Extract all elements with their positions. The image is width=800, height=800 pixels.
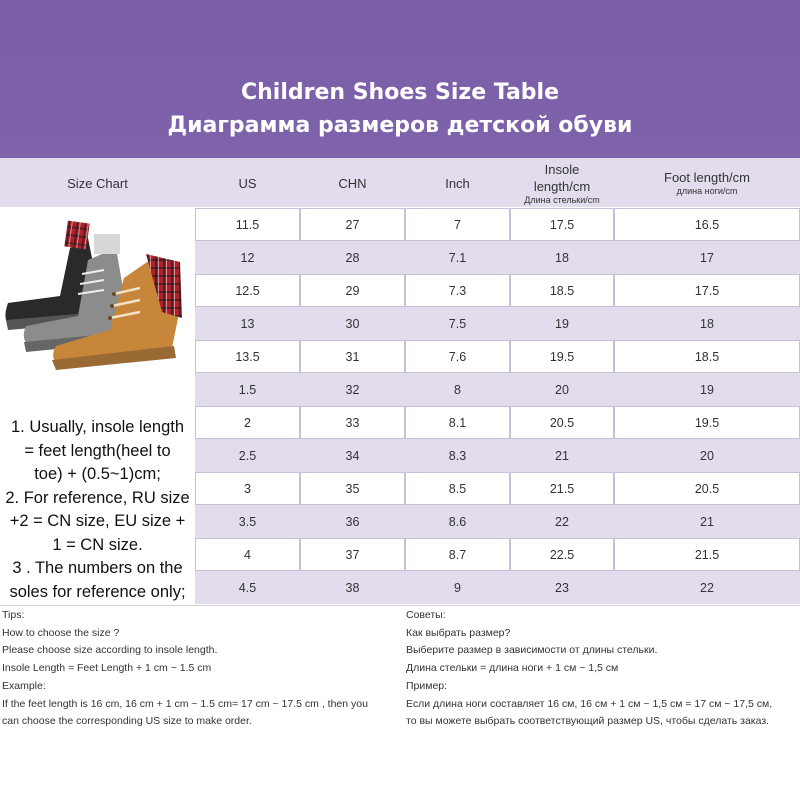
cell-insole: 19.5 [510,340,614,373]
header-size-chart-label: Size Chart [67,175,128,191]
note-line-2: = feet length(heel to [24,441,171,460]
note-line-3: toe) + (0.5~1)cm; [34,465,161,483]
cell-inch: 8.3 [405,439,510,472]
cell-us: 1.5 [195,373,300,406]
tips-ru-line-4: Длина стельки = длина ноги + 1 см ~ 1,5 см [406,662,619,675]
cell-us: 13.5 [195,340,300,373]
note-line-4: 2. For reference, RU size [5,488,190,507]
tips-ru-line-5: Пример: [406,679,448,692]
cell-chn: 37 [300,538,405,571]
cell-inch: 8.1 [405,406,510,439]
cell-chn: 30 [300,307,405,340]
cell-us: 3.5 [195,505,300,538]
cell-us: 3 [195,472,300,505]
table-row [195,340,800,373]
table-row [195,472,800,505]
tips-en-line-4: Insole Length = Feet Length + 1 cm ~ 1.5 cm [2,662,212,675]
header-insole-length-label: length/cm [533,178,591,194]
tips-en-line-5: Example: [2,679,46,692]
cell-chn: 33 [300,406,405,439]
cell-inch: 7.3 [405,274,510,307]
cell-chn: 34 [300,439,405,472]
header-foot-length [614,158,800,208]
table-row [195,406,800,439]
cell-us: 13 [195,307,300,340]
cell-us: 4 [195,538,300,571]
title-english: Children Shoes Size Table [240,80,560,105]
cell-chn: 32 [300,373,405,406]
tips-section [0,605,800,750]
note-line-1: 1. Usually, insole length [10,418,185,436]
tips-en-line-6: If the feet length is 16 cm, 16 cm + 1 cm ~ 1.5 cm= 17 cm ~ 17.5 cm , then you [2,697,368,710]
header-foot-length-label: Foot length/cm [664,170,750,185]
cell-inch: 8.6 [405,505,510,538]
table-row [195,439,800,472]
tips-en-line-3: Please choose size according to insole length. [2,644,218,657]
note-line-5: +2 = CN size, EU size + [9,512,186,530]
sizing-notes [0,416,195,604]
cell-insole: 19 [510,307,614,340]
table-row [195,241,800,274]
cell-insole: 22 [510,505,614,538]
note-line-8: soles for reference only; [9,582,186,601]
table-row [195,571,800,604]
header-foot-ru-label: длина ноги/cm [676,186,738,196]
cell-insole: 22.5 [510,538,614,571]
table-row [195,274,800,307]
tips-ru-line-7: то вы можете выбрать соответствующий размер US, чтобы сделать заказ. [406,715,770,728]
table-row [195,505,800,538]
tips-en-line-7: can choose the corresponding US size to make order. [2,715,252,728]
cell-foot: 17.5 [614,274,800,307]
cell-inch: 7.6 [405,340,510,373]
cell-us: 2 [195,406,300,439]
header-chn [300,158,405,208]
tips-divider [0,605,800,606]
header-insole-label: Insole [544,161,580,177]
table-header [0,158,800,208]
cell-foot: 21 [614,505,800,538]
cell-inch: 8.7 [405,538,510,571]
tips-russian [406,607,800,731]
left-panel [0,208,195,605]
cell-chn: 36 [300,505,405,538]
cell-chn: 38 [300,571,405,604]
table-row [195,538,800,571]
boots-product-image [0,208,195,370]
cell-inch: 7.5 [405,307,510,340]
cell-chn: 27 [300,208,405,241]
cell-us: 4.5 [195,571,300,604]
header-insole [510,158,614,208]
cell-chn: 31 [300,340,405,373]
cell-insole: 20.5 [510,406,614,439]
cell-inch: 9 [405,571,510,604]
note-line-7: 3 . The numbers on the [12,559,183,577]
cell-foot: 21.5 [614,538,800,571]
cell-foot: 19.5 [614,406,800,439]
note-line-6: 1 = CN size. [52,535,143,554]
cell-chn: 29 [300,274,405,307]
cell-foot: 16.5 [614,208,800,241]
cell-insole: 18 [510,241,614,274]
cell-insole: 20 [510,373,614,406]
header-inch-label: Inch [445,175,470,191]
cell-foot: 18.5 [614,340,800,373]
title-banner [0,0,800,158]
table-row [195,307,800,340]
cell-us: 2.5 [195,439,300,472]
cell-inch: 8.5 [405,472,510,505]
table-row [195,208,800,241]
cell-us: 12.5 [195,274,300,307]
cell-chn: 28 [300,241,405,274]
cell-us: 11.5 [195,208,300,241]
header-insole-ru-label: Длина стельки/cm [524,194,600,205]
tips-ru-line-6: Если длина ноги составляет 16 см, 16 см + 1 см ~ 1,5 см = 17 см ~ 17,5 см, [406,697,773,710]
cell-foot: 20.5 [614,472,800,505]
table-row [195,373,800,406]
tips-en-line-1: Tips: [2,609,25,621]
cell-foot: 20 [614,439,800,472]
cell-foot: 17 [614,241,800,274]
header-us-label: US [238,175,257,191]
cell-chn: 35 [300,472,405,505]
header-chn-label: CHN [338,175,367,191]
title-russian: Диаграмма размеров детской обуви [167,113,633,138]
cell-foot: 18 [614,307,800,340]
cell-inch: 7.1 [405,241,510,274]
cell-insole: 21 [510,439,614,472]
header-size-chart [0,158,195,208]
tips-en-line-2: How to choose the size ? [2,626,120,639]
cell-foot: 22 [614,571,800,604]
tips-ru-line-3: Выберите размер в зависимости от длины стельки. [406,644,658,657]
cell-foot: 19 [614,373,800,406]
cell-insole: 23 [510,571,614,604]
tips-english [2,607,402,731]
tips-ru-line-1: Советы: [406,609,446,621]
tips-ru-line-2: Как выбрать размер? [406,626,511,639]
cell-insole: 17.5 [510,208,614,241]
header-inch [405,158,510,208]
header-us [195,158,300,208]
cell-insole: 18.5 [510,274,614,307]
cell-inch: 7 [405,208,510,241]
cell-inch: 8 [405,373,510,406]
cell-insole: 21.5 [510,472,614,505]
cell-us: 12 [195,241,300,274]
